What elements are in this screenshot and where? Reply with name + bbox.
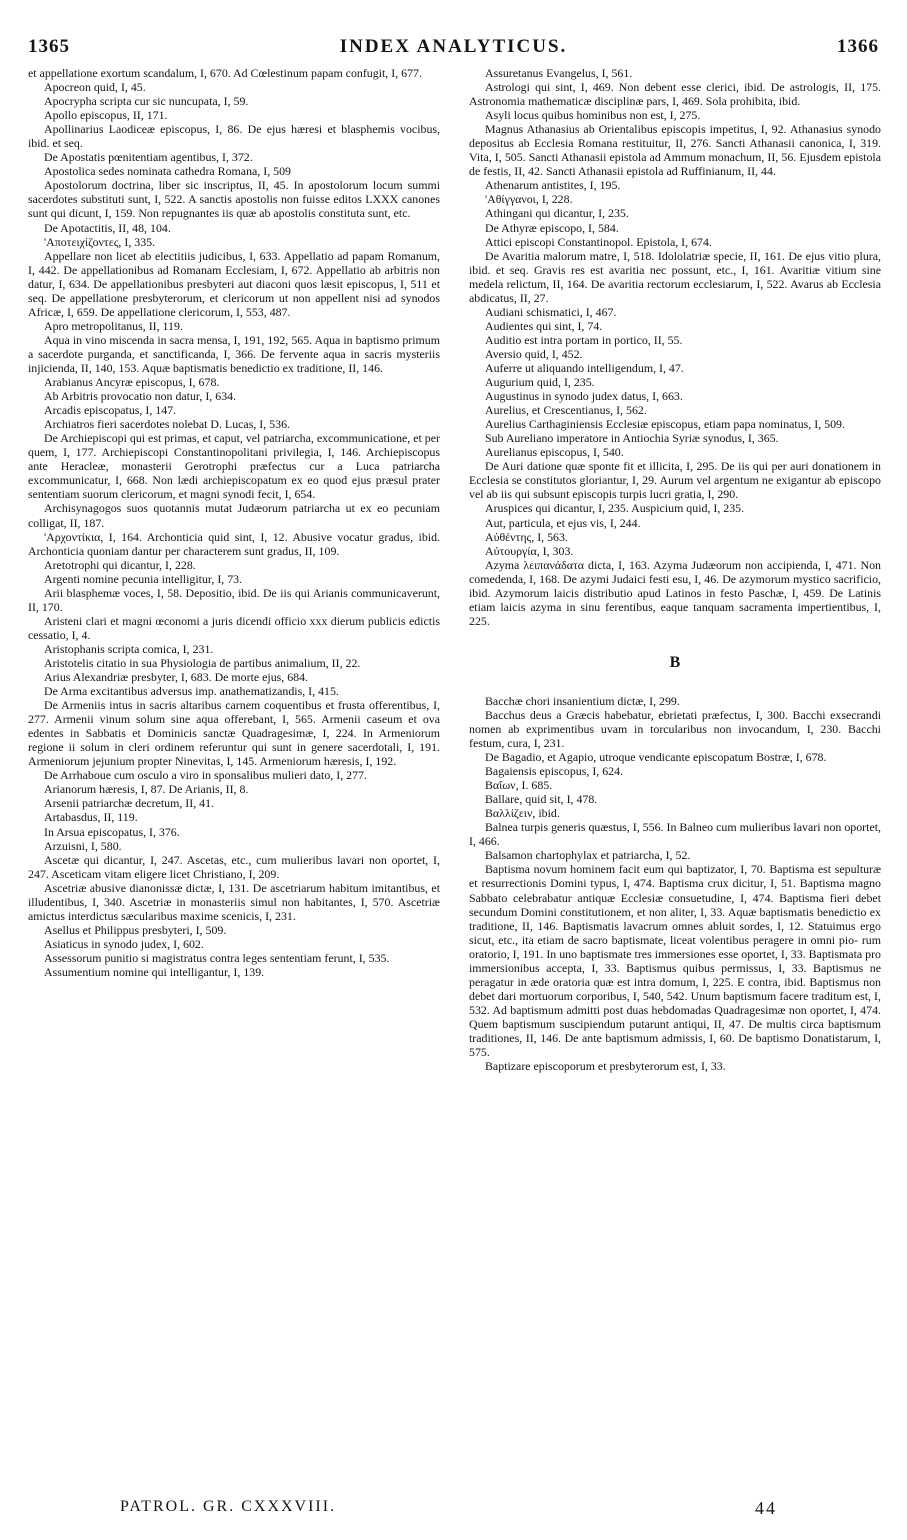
index-entry: 'Αρχοντίκια, I, 164. Archonticia quid sint, I, 12. Abusive vocatur gradus, ibid. Archonticia quoniam dantur per characterem sunt gradus, II, 109.	[28, 529, 440, 558]
index-entry: Archisynagogos suos quotannis mutat Judæorum patriarcha ut ex eo pecuniam colligat, II, 187.	[28, 501, 440, 530]
index-entry: Ballare, quid sit, I, 478.	[485, 792, 598, 807]
index-entry: Aut, particula, et ejus vis, I, 244.	[485, 515, 641, 530]
index-entry: Ab Arbitris provocatio non datur, I, 634.	[44, 389, 237, 404]
index-entry: Athenarum antistites, I, 195.	[485, 178, 621, 193]
right-column	[469, 66, 881, 1486]
index-entry: Asellus et Philippus presbyteri, I, 509.	[44, 922, 227, 937]
index-entry: De Archiepiscopi qui est primas, et caput, vel patriarcha, excommunicatione, et per quem, I, 177. Archiepiscopi Constantinopolitani privilegia, I, 146. Archiepiscopus ante Heracleæ, monasterii Gerotrophi præfectus cur a Luca patriarcha excommunicatur, I, 668. Non lædi archiepiscopatum ex eo quod ejus præsul prater sententiam suorum clericorum, et magni synodi fecit, I, 654.	[28, 431, 440, 502]
index-entry: De Athyræ episcopo, I, 584.	[485, 220, 619, 235]
index-entry: Appellare non licet ab electitiis judicibus, I, 633. Appellatio ad papam Romanum, I, 442. De appellationibus ad Romanam Ecclesiam, I, 672. Appellatio ab arbitris non datur, I, 634. De appellationibus presbyteri aut diaconi quos læsit episcopus, I, 511 et seq. De appellatione presbyterorum, et clericorum ut non appellent nisi ad synodos Africæ, I, 659. De appellatione clericorum, I, 553, 487.	[28, 248, 440, 319]
index-entry: Assessorum punitio si magistratus contra leges sententiam ferunt, I, 535.	[44, 950, 390, 965]
index-entry: Auditio est intra portam in portico, II, 55.	[485, 332, 683, 347]
index-entry: Βαΐων, I. 685.	[485, 778, 553, 793]
index-entry: De Apotactitis, II, 48, 104.	[44, 220, 171, 235]
index-entry: De Arma excitantibus adversus imp. anathematizandis, I, 415.	[44, 684, 339, 699]
index-entries-b-section	[469, 694, 881, 1073]
index-entry: Attici episcopi Constantinopol. Epistola, I, 674.	[485, 234, 712, 249]
index-entry: Ascetæ qui dicantur, I, 247. Ascetas, etc., cum mulieribus lavari non oportet, I, 247. Asceticam vitam eligere licet Christiano, I, 209.	[28, 852, 440, 881]
index-entry: Azyma λειπανάδατα dicta, I, 163. Azyma Judæorum non accipienda, I, 471. Non comedenda, I, 168. De azymi Judaici festi esu, I, 46. De azymorum mystico sacrificio, ibid. Azymorum laicis distributio apud Latinos in festo Paschæ, I, 459. De Latinis etiam laicis azyma in sinu ferentibus, eaque tanquam sacramenta impertientibus, I, 225.	[469, 557, 881, 628]
index-entry: Apro metropolitanus, II, 119.	[44, 318, 183, 333]
index-entry: De Avaritia malorum matre, I, 518. Idololatriæ specie, II, 161. De ejus vitio plura, ibid. et seq. Gravis res est avaritia nec possunt, etc., I, 161. Avaritiæ vitium sine medela relictum, II, 164. De avaritia rectorum ecclesiarum, I, 522. Avarus ab Ecclesia abdicatus, II, 27.	[469, 248, 881, 305]
index-entry: Βαλλίζειν, ibid.	[485, 806, 560, 821]
index-entry: Αὐθέντης, I, 563.	[485, 529, 568, 544]
index-entry: Argenti nomine pecunia intelligitur, I, 73.	[44, 571, 243, 586]
index-entries-a-section	[469, 66, 881, 628]
index-entry: et appellatione exortum scandalum, I, 670. Ad Cœlestinum papam confugit, I, 677.	[28, 66, 422, 80]
index-entry: Aversio quid, I, 452.	[485, 346, 583, 361]
index-entry: Magnus Athanasius ab Orientalibus episcopis impetitus, I, 92. Athanasius synodo depositus ab Ecclesia Romana restituitur, II, 276. Sancti Athanasii canonica, I, 319. Vita, I, 505. Sancti Athanasii epistola ad Ammum monachum, II, 56. Ejusdem epistola de festis, II, 42. Sancti Athanasii epistola ad Ruffinianum, II, 44.	[469, 122, 881, 179]
index-entry: In Arsua episcopatus, I, 376.	[44, 824, 180, 839]
index-entry: Balnea turpis generis quæstus, I, 556. In Balneo cum mulieribus lavari non oportet, I, 466.	[469, 820, 881, 849]
index-entry: Arii blasphemæ voces, I, 58. Depositio, ibid. De iis qui Arianis communicaverunt, II, 170.	[28, 585, 440, 614]
index-entry: Arianorum hæresis, I, 87. De Arianis, II, 8.	[44, 782, 249, 797]
index-entry: Arzuisni, I, 580.	[44, 838, 122, 853]
index-entry: Astrologi qui sint, I, 469. Non debent esse clerici, ibid. De astrologis, II, 175. Astronomia mathematicæ disciplinæ pars, I, 469. Sola prohibita, ibid.	[469, 80, 881, 109]
index-entry: Aristotelis citatio in sua Physiologia de partibus animalium, II, 22.	[44, 655, 361, 670]
index-entry: Audientes qui sint, I, 74.	[485, 318, 603, 333]
sheet-number: 44	[755, 1498, 777, 1518]
index-entry: Arsenii patriarchæ decretum, II, 41.	[44, 796, 215, 811]
index-entry: Apocreon quid, I, 45.	[44, 80, 146, 95]
index-entry: Αὐτουργία, I, 303.	[485, 543, 574, 558]
index-entry: Athingani qui dicantur, I, 235.	[485, 206, 629, 221]
page-header	[28, 36, 879, 62]
index-entry: Artabasdus, II, 119.	[44, 810, 138, 825]
index-entry: Aruspices qui dicantur, I, 235. Auspicium quid, I, 235.	[485, 501, 745, 516]
index-entry: Augustinus in synodo judex datus, I, 663.	[485, 389, 683, 404]
left-page-number: 1365	[28, 36, 70, 57]
index-entry: Aurelianus episcopus, I, 540.	[485, 445, 624, 460]
index-entry: Apollo episcopus, II, 171.	[44, 108, 168, 123]
index-entry: Aristeni clari et magni œconomi a juris dicendi officio xxx dierum publicis edictis cessatio, I, 4.	[28, 613, 440, 642]
left-column	[28, 66, 440, 1486]
index-entry: 'Αποτειχίζοντες, I, 335.	[44, 234, 156, 249]
index-entry: Aqua in vino miscenda in sacra mensa, I, 191, 192, 565. Aqua in baptismo primum a sacerdote purganda, et sanctificanda, I, 366. De fervente aqua in sacris mysteriis injicienda, II, 140, 153. Aquæ baptismatis benedictio ex traditione, II, 146.	[28, 332, 440, 375]
index-entry: Apostolica sedes nominata cathedra Romana, I, 509	[44, 164, 291, 179]
index-entry: De Arrhaboue cum osculo a viro in sponsalibus mulieri dato, I, 277.	[44, 768, 367, 783]
index-entry: Arius Alexandriæ presbyter, I, 683. De morte ejus, 684.	[44, 670, 309, 685]
section-heading-b: B	[669, 653, 681, 671]
index-entry: Augurium quid, I, 235.	[485, 375, 595, 390]
index-entry: Ascetriæ abusive dianonissæ dictæ, I, 131. De ascetriarum habitum imitantibus, et illudentibus, I, 340. Ascetriæ in monasteriis simul non habitantes, I, 570. Ascetriæ amictus interdictus sæcularibus maxime scenicis, I, 231.	[28, 880, 440, 923]
index-entry: 'Αθίγγανοι, I, 228.	[485, 192, 573, 207]
index-entry: Bacchus deus a Græcis habebatur, ebrietati præfectus, I, 300. Bacchi exsecrandi nomen ab exprimentibus uvam in torcularibus non invocandum, I, 230. Bacchi festum, cura, I, 231.	[469, 707, 881, 751]
index-entry: Apollinarius Laodiceæ episcopus, I, 86. De ejus hæresi et blasphemis vocibus, ibid. et seq.	[28, 122, 440, 151]
index-entry: Aristophanis scripta comica, I, 231.	[44, 641, 214, 656]
index-entry: Apostolorum doctrina, liber sic inscriptus, II, 45. In apostolorum locum summi sacerdotes substituti sunt, I, 522. A sanctis apostolis non fuisse editos LXXX canones sunt qui dicunt, I, 159. Non repugnantes iis quæ ab apostolis constituta sunt, etc.	[28, 178, 440, 221]
volume-signature: PATROL. GR. CXXXVIII.	[120, 1498, 337, 1515]
index-entry: De Auri datione quæ sponte fit et illicita, I, 295. De iis qui per auri donationem in Ecclesia se constitutos gloriantur, I, 29. Aurum vel argentum ne exigantur ab episcopo vel ab iis qui subsunt episcopis turpis lucri gratia, I, 290.	[469, 459, 881, 502]
index-entry: Assumentium nomine qui intelligantur, I, 139.	[44, 965, 265, 979]
index-entry: Asyli locus quibus hominibus non est, I, 275.	[485, 108, 701, 123]
index-entry: Bacchæ chori insanientium dictæ, I, 299.	[485, 693, 680, 708]
index-entry: Asiaticus in synodo judex, I, 602.	[44, 936, 204, 951]
index-entry: Aurelius Carthaginiensis Ecclesiæ episcopus, etiam papa nominatus, I, 509.	[485, 417, 845, 432]
index-entry: De Armeniis intus in sacris altaribus carnem coquentibus et frusta offerentibus, I, 277. Armenii vinum solum sine aqua offerebant, I, 565. Armenii caseum et ova edentes in Sabbatis et Dominicis sanctæ Quadragesimæ, I, 224. In Armeniorum regione ii solum in cleri ordinem referuntur qui sunt in genere sacerdotali, I, 191. Armeniorum jejunium propter Ninevitas, I, 145. Armeniorum hæresis, I, 192.	[28, 698, 440, 769]
right-page-number: 1366	[837, 36, 879, 57]
running-title: INDEX ANALYTICUS.	[339, 36, 568, 57]
index-entry: Aurelius, et Crescentianus, I, 562.	[485, 403, 647, 418]
index-entry: Baptisma novum hominem facit eum qui baptizator, I, 70. Baptisma est sepulturæ et resurrectionis Domini typus, I, 474. Baptisma crux dicitur, I, 51. Baptisma magno Sabbato celebrabatur antiquæ Ecclesiæ consuetudine, I, 474. Baptisma fieri debet secundum Domini constitutionem, et non aliter, I, 33. Aquæ baptismatis benedictio ex traditione, II, 146. Baptismatis lavacrum omnes abluit sordes, I, 12. Statuimus ergo sicut, etc., ita etiam de sacro baptismate, liceat volentibus peragere in omni pio- rum oratorio, I, 191. In uno baptismate tres immersiones esse oportet, I, 33. Baptismata pro immersionibus accepta, I, 33. Baptismus quibus permissus, I, 33. Baptismus ne peragatur in æde oratoria quæ est intra domum, I, 225. E contra, ibid. Baptismus non debet dari mortuorum corporibus, I, 540, 542. Unum baptismum facere traditum est, I, 532. Ad baptismum admitti post duas hebdomadas Quadragesimæ non oportet, I, 474. Quem baptismum suscipiendum putarunt antiqui, II, 47. De multis circa baptismum traditiones, II, 146. De ante baptismum admissis, I, 60. De baptismo Donatistarum, I, 575.	[469, 862, 881, 1060]
index-entry: Arabianus Ancyræ episcopus, I, 678.	[44, 375, 220, 390]
index-entry: Arcadis episcopatus, I, 147.	[44, 403, 177, 418]
index-entry: Assuretanus Evangelus, I, 561.	[485, 66, 633, 80]
index-entry: Audiani schismatici, I, 467.	[485, 304, 617, 319]
index-entry: Auferre ut aliquando intelligendum, I, 47.	[485, 360, 684, 375]
index-entry: Apocrypha scripta cur sic nuncupata, I, 59.	[44, 94, 249, 109]
index-entry: Sub Aureliano imperatore in Antiochia Syriæ synodus, I, 365.	[485, 431, 779, 446]
index-entry: Aretotrophi qui dicantur, I, 228.	[44, 557, 196, 572]
index-entry: Baptizare episcoporum et presbyterorum est, I, 33.	[485, 1059, 726, 1074]
index-entry: Bagaiensis episcopus, I, 624.	[485, 764, 624, 779]
index-entry: Archiatros fieri sacerdotes nolebat D. Lucas, I, 536.	[44, 417, 290, 432]
index-entry: De Bagadio, et Agapio, utroque vendicante episcopatum Bostræ, I, 678.	[485, 750, 827, 765]
page-footer	[28, 1498, 879, 1522]
index-entry: De Apostatis pœnitentiam agentibus, I, 372.	[44, 150, 253, 165]
index-entry: Balsamon chartophylax et patriarcha, I, 52.	[485, 848, 691, 863]
